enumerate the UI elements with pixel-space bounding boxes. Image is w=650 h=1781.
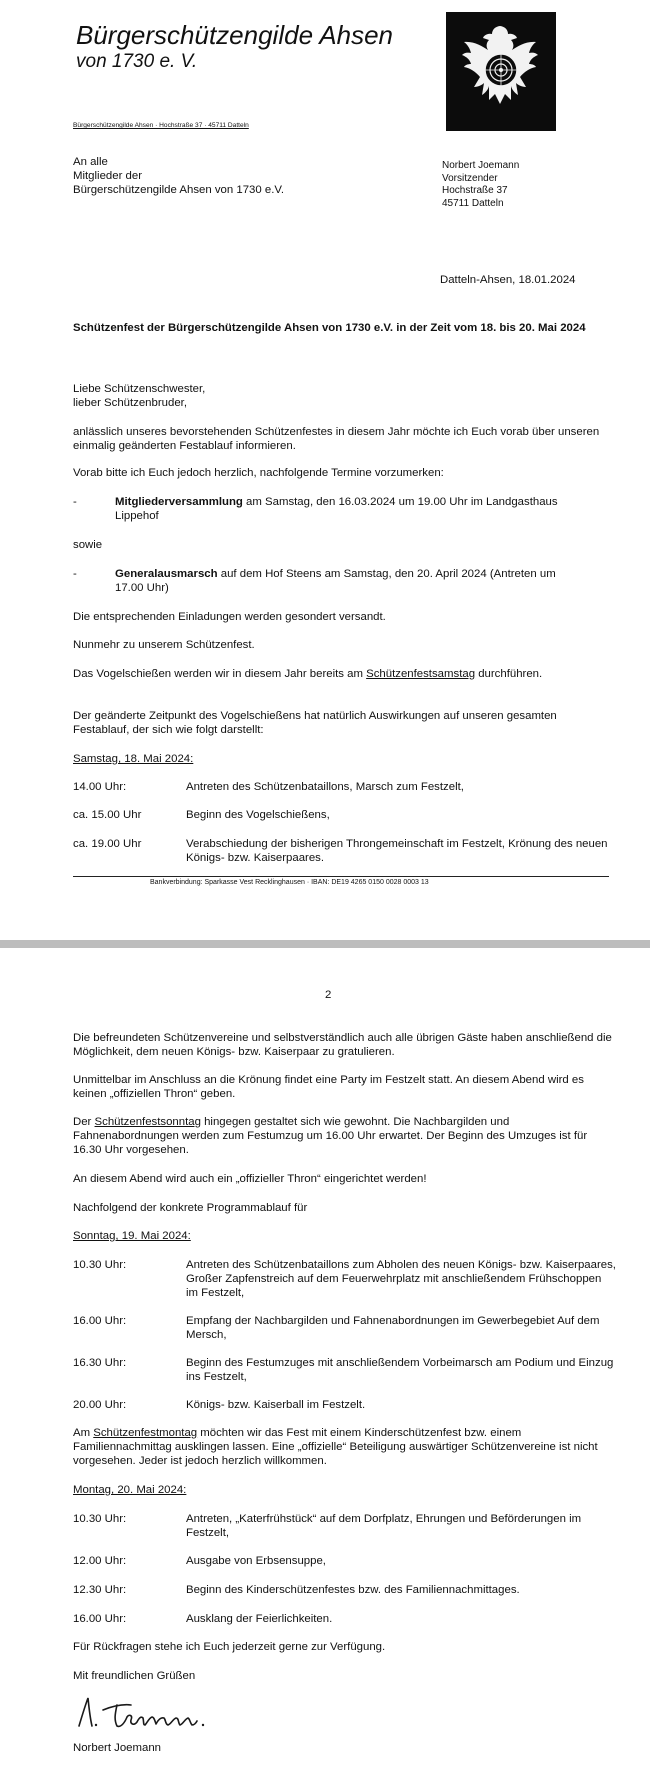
schuetzenfestmontag-term: Schützenfestmontag xyxy=(93,1427,198,1439)
schedule-time: ca. 15.00 Uhr xyxy=(73,809,142,821)
vogelschiessen-paragraph xyxy=(73,667,613,681)
samstag-heading: Samstag, 18. Mai 2024: xyxy=(73,753,194,765)
schedule-description: Ausgabe von Erbsensuppe, xyxy=(186,1555,326,1567)
intro-paragraph: anlässlich unseres bevorstehenden Schützenfestes in diesem Jahr möchte ich Euch vorab über unseren einmalig geänderten Festablauf informieren. xyxy=(73,426,600,452)
sonntag-heading: Sonntag, 19. Mai 2024: xyxy=(73,1230,191,1242)
salutation-line: Liebe Schützenschwester, xyxy=(73,383,206,395)
termin-title: Mitgliederversammlung xyxy=(115,496,243,508)
sender-block xyxy=(442,160,519,210)
termin-text xyxy=(115,495,585,523)
schedule-time: 16.30 Uhr: xyxy=(73,1357,127,1369)
handwritten-signature xyxy=(73,1690,243,1732)
organization-name: Bürgerschützengilde Ahsen xyxy=(76,20,394,50)
schedule-time: 16.00 Uhr: xyxy=(73,1613,127,1625)
bullet-dash: - xyxy=(73,568,77,580)
schedule-time: 16.00 Uhr: xyxy=(73,1315,127,1327)
schedule-description: Königs- bzw. Kaiserball im Festzelt. xyxy=(186,1399,366,1411)
sonntag-paragraph xyxy=(73,1115,613,1157)
nunmehr-text: Nunmehr zu unserem Schützenfest. xyxy=(73,639,255,651)
termin-details: auf dem Hof Steens am Samstag, den 20. April 2024 (Antreten um 17.00 Uhr) xyxy=(115,568,556,594)
thron-paragraph: An diesem Abend wird auch ein „offizieller Thron“ eingerichtet werden! xyxy=(73,1173,427,1185)
schedule-time: 12.30 Uhr: xyxy=(73,1584,127,1596)
schedule-description: Antreten, „Katerfrühstück“ auf dem Dorfplatz, Ehrungen und Beförderungen im Festzelt, xyxy=(186,1513,582,1539)
signer-name: Norbert Joemann xyxy=(73,1742,162,1754)
schedule-time: 10.30 Uhr: xyxy=(73,1513,127,1525)
sowie-text: sowie xyxy=(73,539,103,551)
schedule-description: Beginn des Kinderschützenfestes bzw. des Familiennachmittages. xyxy=(186,1584,520,1596)
letter-subject: Schützenfest der Bürgerschützengilde Ahsen von 1730 e.V. in der Zeit vom 18. bis 20. Mai 2024 xyxy=(73,322,586,334)
page-number: 2 xyxy=(325,989,332,1001)
nachfolgend-text: Nachfolgend der konkrete Programmablauf für xyxy=(73,1202,308,1214)
termine-intro: Vorab bitte ich Euch jedoch herzlich, nachfolgende Termine vorzumerken: xyxy=(73,467,444,479)
schedule-description: Empfang der Nachbargilden und Fahnenabordnungen im Gewerbegebiet Auf dem Mersch, xyxy=(186,1315,600,1341)
text-segment: Der xyxy=(73,1116,95,1128)
rueckfragen-text: Für Rückfragen stehe ich Euch jederzeit gerne zur Verfügung. xyxy=(73,1641,386,1653)
recipient-line: An alle xyxy=(73,156,108,168)
footer-divider xyxy=(73,876,609,877)
text-segment: durchführen. xyxy=(475,668,543,680)
sender-line: Norbert Joemann xyxy=(442,160,520,171)
text-segment: Das Vogelschießen werden wir in diesem Jahr bereits am xyxy=(73,668,367,680)
recipient-line: Mitglieder der xyxy=(73,170,143,182)
schedule-description: Antreten des Schützenbataillons, Marsch zum Festzelt, xyxy=(186,781,464,793)
schedule-description: Beginn des Vogelschießens, xyxy=(186,809,330,821)
text-segment: Am xyxy=(73,1427,94,1439)
schedule-description: Beginn des Festumzuges mit anschließendem Vorbeimarsch am Podium und Einzug ins Festzelt, xyxy=(186,1357,614,1383)
schedule-description: Ausklang der Feierlichkeiten. xyxy=(186,1613,333,1625)
text-segment: hingegen gestaltet sich wie gewohnt. Die Nachbargilden und Fahnenabordnungen werden zum Festumzug um 16.00 Uhr erwartet. Der Beginn des Umzuges ist für 16.30 Uhr vorgesehen. xyxy=(73,1116,588,1156)
sender-address-line: Bürgerschützengilde Ahsen · Hochstraße 37 · 45711 Datteln xyxy=(73,122,249,129)
schuetzenfestsonntag-term: Schützenfestsonntag xyxy=(94,1116,201,1128)
schedule-time: 14.00 Uhr: xyxy=(73,781,127,793)
termin-title: Generalausmarsch xyxy=(115,568,218,580)
schedule-time: 20.00 Uhr: xyxy=(73,1399,127,1411)
party-paragraph: Unmittelbar im Anschluss an die Krönung findet eine Party im Festzelt statt. An diesem Abend wird es keinen „offiziellen Thron“ geben. xyxy=(73,1074,584,1100)
recipient-block xyxy=(73,155,284,197)
text-segment: möchten wir das Fest mit einem Kinderschützenfest bzw. einem Familiennachmittag ausklingen lassen. Eine „offizielle“ Beteiligung auswärtiger Schützenvereine ist nicht vorgesehen. Jeder ist jedoch herzlich willkommen. xyxy=(73,1427,598,1467)
page-break-separator xyxy=(0,940,650,948)
gaeste-paragraph: Die befreundeten Schützenvereine und selbstverständlich auch alle übrigen Gäste haben anschließend die Möglichkeit, dem neuen Königs- bzw. Kaiserpaar zu gratulieren. xyxy=(73,1032,612,1058)
montag-paragraph xyxy=(73,1426,613,1468)
salutation-line: lieber Schützenbruder, xyxy=(73,397,187,409)
montag-heading: Montag, 20. Mai 2024: xyxy=(73,1484,187,1496)
termin-text xyxy=(115,567,585,595)
closing-greeting: Mit freundlichen Grüßen xyxy=(73,1670,196,1682)
sender-line: Hochstraße 37 xyxy=(442,185,508,196)
zeitpunkt-paragraph: Der geänderte Zeitpunkt des Vogelschießens hat natürlich Auswirkungen auf unseren gesamten Festablauf, der sich wie folgt darstellt: xyxy=(73,710,557,736)
sender-line: 45711 Datteln xyxy=(442,197,504,209)
schedule-time: 10.30 Uhr: xyxy=(73,1259,127,1271)
schuetzenfestsamstag-term: Schützenfestsamstag xyxy=(366,668,476,680)
bullet-dash: - xyxy=(73,496,77,508)
salutation xyxy=(73,382,205,410)
recipient-line: Bürgerschützengilde Ahsen von 1730 e.V. xyxy=(73,184,285,196)
schedule-time: ca. 19.00 Uhr xyxy=(73,838,142,850)
einladungen-text: Die entsprechenden Einladungen werden gesondert versandt. xyxy=(73,611,386,623)
eagle-target-emblem-icon xyxy=(446,12,556,131)
termin-details: am Samstag, den 16.03.2024 um 19.00 Uhr im Landgasthaus Lippehof xyxy=(115,496,558,522)
letter-date: Datteln-Ahsen, 18.01.2024 xyxy=(440,274,576,286)
schedule-description: Antreten des Schützenbataillons zum Abholen des neuen Königs- bzw. Kaiserpaares, Großer Zapfenstreich auf dem Feuerwehrplatz mit anschließendem Frühschoppen im Festzelt, xyxy=(186,1259,616,1299)
schedule-time: 12.00 Uhr: xyxy=(73,1555,127,1567)
schedule-description: Verabschiedung der bisherigen Throngemeinschaft im Festzelt, Krönung des neuen Königs- bzw. Kaiserpaares. xyxy=(186,838,608,864)
organization-founding-line: von 1730 e. V. xyxy=(76,51,198,72)
sender-line: Vorsitzender xyxy=(442,172,498,184)
footer-bank-details: Bankverbindung: Sparkasse Vest Recklinghausen · IBAN: DE19 4265 0150 0028 0003 13 xyxy=(150,879,429,886)
